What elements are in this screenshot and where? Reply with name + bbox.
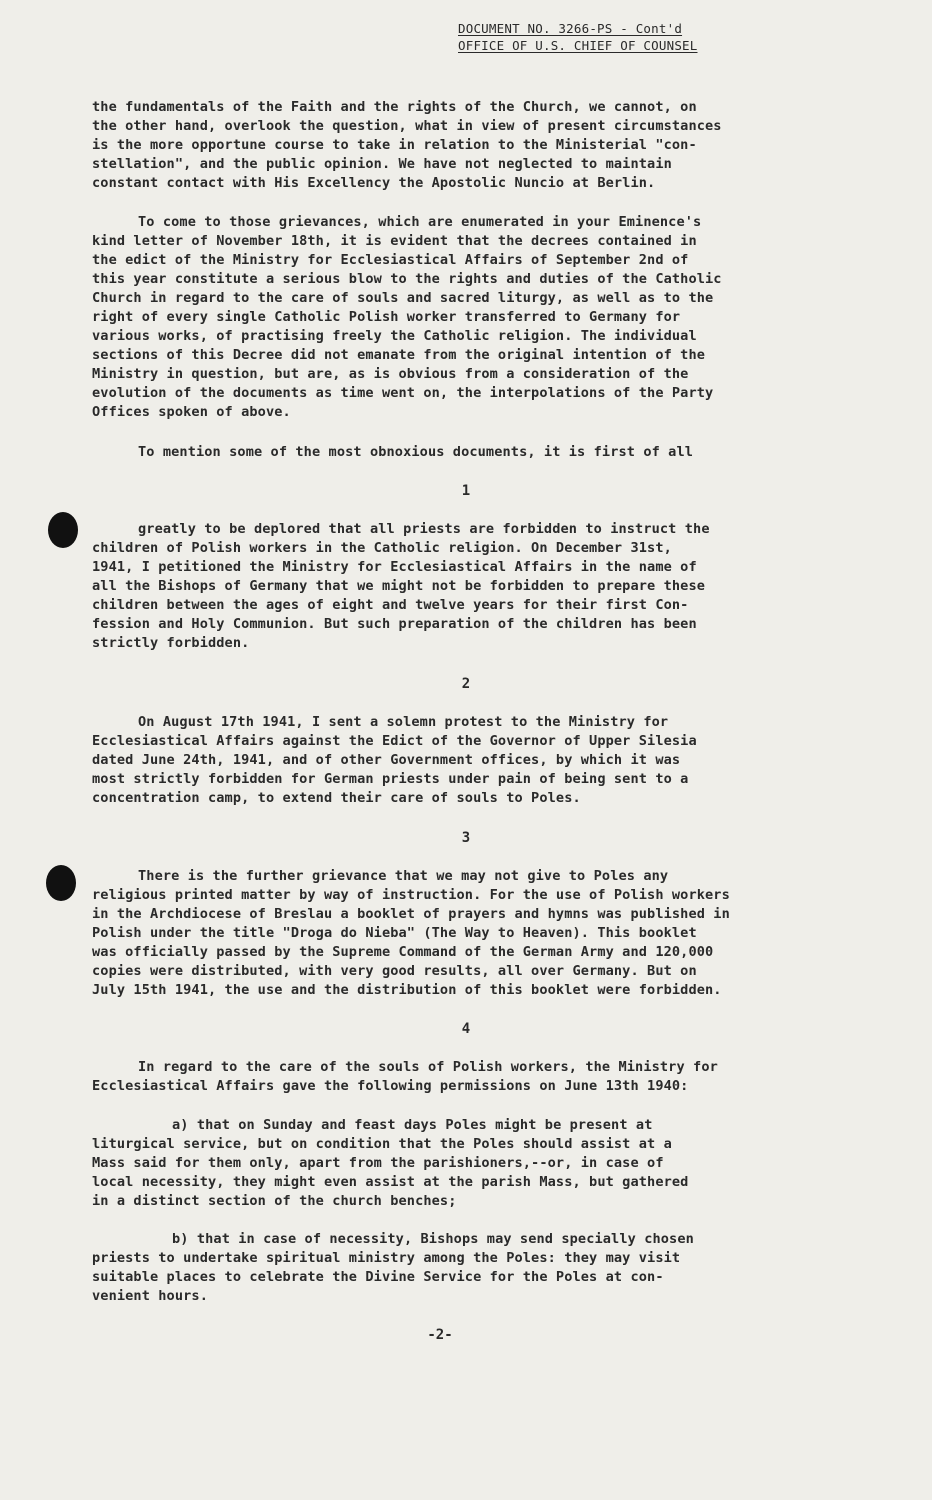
text-line: greatly to be deplored that all priests are forbidden to instruct the	[138, 521, 710, 537]
paragraph	[92, 98, 832, 193]
text-line: Ministry in question, but are, as is obvious from a consideration of the	[92, 366, 689, 382]
document-header	[458, 20, 758, 54]
text-line: copies were distributed, with very good results, all over Germany. But on	[92, 963, 697, 979]
text-line: all the Bishops of Germany that we might not be forbidden to prepare these	[92, 578, 706, 594]
text-line: Offices spoken of above.	[92, 404, 291, 420]
text-line: most strictly forbidden for German priests under pain of being sent to a	[92, 771, 689, 787]
text-line: Church in regard to the care of souls and sacred liturgy, as well as to the	[92, 290, 714, 306]
text-line: Ecclesiastical Affairs gave the following permissions on June 13th 1940:	[92, 1078, 689, 1094]
text-line: To come to those grievances, which are enumerated in your Eminence's	[138, 214, 702, 230]
text-line: constant contact with His Excellency the Apostolic Nuncio at Berlin.	[92, 175, 656, 191]
text-line: fession and Holy Communion. But such preparation of the children has been	[92, 616, 697, 632]
text-line: in a distinct section of the church benches;	[92, 1193, 457, 1209]
text-line: liturgical service, but on condition that the Poles should assist at a	[92, 1136, 672, 1152]
text-line: religious printed matter by way of instruction. For the use of Polish workers	[92, 887, 730, 903]
text-line: Polish under the title "Droga do Nieba" (The Way to Heaven). This booklet	[92, 925, 697, 941]
text-line: in the Archdiocese of Breslau a booklet of prayers and hymns was published in	[92, 906, 730, 922]
paragraph	[92, 520, 832, 653]
page-number: -2-	[427, 1327, 453, 1343]
text-line: various works, of practising freely the Catholic religion. The individual	[92, 328, 697, 344]
list-item	[92, 1230, 832, 1306]
paragraph	[92, 867, 832, 1000]
text-line: the other hand, overlook the question, what in view of present circumstances	[92, 118, 722, 134]
text-line: In regard to the care of the souls of Polish workers, the Ministry for	[138, 1059, 718, 1075]
list-item	[92, 1116, 832, 1211]
text-line: kind letter of November 18th, it is evident that the decrees contained in	[92, 233, 697, 249]
text-line: children of Polish workers in the Catholic religion. On December 31st,	[92, 540, 672, 556]
text-line: is the more opportune course to take in relation to the Ministerial "con-	[92, 137, 697, 153]
text-line: right of every single Catholic Polish worker transferred to Germany for	[92, 309, 681, 325]
section-number: 2	[461, 676, 471, 692]
section-number: 3	[461, 830, 471, 846]
text-line: venient hours.	[92, 1288, 208, 1304]
text-line: To mention some of the most obnoxious documents, it is first of all	[138, 444, 694, 460]
section-number: 4	[461, 1021, 471, 1037]
paragraph	[92, 213, 832, 422]
text-line: children between the ages of eight and twelve years for their first Con-	[92, 597, 689, 613]
text-line: stellation", and the public opinion. We have not neglected to maintain	[92, 156, 672, 172]
text-line: July 15th 1941, the use and the distribution of this booklet were forbidden.	[92, 982, 722, 998]
text-line: concentration camp, to extend their care of souls to Poles.	[92, 790, 581, 806]
text-line: evolution of the documents as time went on, the interpolations of the Party	[92, 385, 714, 401]
text-line: Ecclesiastical Affairs against the Edict of the Governor of Upper Silesia	[92, 733, 697, 749]
punch-hole	[48, 512, 78, 548]
paragraph	[92, 443, 832, 462]
text-line: sections of this Decree did not emanate from the original intention of the	[92, 347, 706, 363]
paragraph	[92, 713, 832, 808]
text-line: the edict of the Ministry for Ecclesiastical Affairs of September 2nd of	[92, 252, 689, 268]
text-line: a) that on Sunday and feast days Poles might be present at	[172, 1117, 653, 1133]
text-line: dated June 24th, 1941, and of other Government offices, by which it was	[92, 752, 681, 768]
text-line: the fundamentals of the Faith and the rights of the Church, we cannot, on	[92, 99, 697, 115]
document-number: DOCUMENT NO. 3266-PS - Cont'd	[458, 21, 683, 36]
section-number: 1	[461, 483, 471, 499]
text-line: was officially passed by the Supreme Command of the German Army and 120,000	[92, 944, 714, 960]
paragraph	[92, 1058, 832, 1096]
text-line: suitable places to celebrate the Divine Service for the Poles at con-	[92, 1269, 664, 1285]
office-name: OFFICE OF U.S. CHIEF OF COUNSEL	[458, 38, 698, 53]
punch-hole	[46, 865, 76, 901]
text-line: strictly forbidden.	[92, 635, 250, 651]
text-line: Mass said for them only, apart from the parishioners,--or, in case of	[92, 1155, 664, 1171]
text-line: On August 17th 1941, I sent a solemn protest to the Ministry for	[138, 714, 669, 730]
text-line: local necessity, they might even assist at the parish Mass, but gathered	[92, 1174, 689, 1190]
text-line: 1941, I petitioned the Ministry for Ecclesiastical Affairs in the name of	[92, 559, 697, 575]
text-line: priests to undertake spiritual ministry among the Poles: they may visit	[92, 1250, 681, 1266]
text-line: b) that in case of necessity, Bishops may send specially chosen	[172, 1231, 694, 1247]
text-line: this year constitute a serious blow to the rights and duties of the Catholic	[92, 271, 722, 287]
text-line: There is the further grievance that we may not give to Poles any	[138, 868, 669, 884]
